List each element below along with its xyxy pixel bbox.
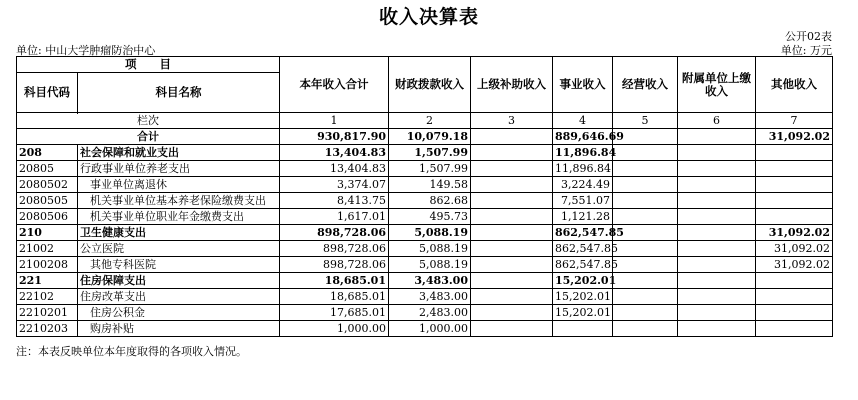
cell-business: 15,202.01 bbox=[553, 273, 613, 289]
subject-code: 208 bbox=[17, 145, 78, 161]
col-num: 4 bbox=[553, 113, 613, 129]
cell-business: 11,896.84 bbox=[553, 145, 613, 161]
cell-other: 31,092.02 bbox=[756, 225, 833, 241]
form-number: 公开02表 bbox=[785, 30, 832, 43]
subject-name: 社会保障和就业支出 bbox=[78, 145, 280, 161]
subject-name: 行政事业单位养老支出 bbox=[78, 161, 280, 177]
cell-business: 7,551.07 bbox=[553, 193, 613, 209]
cell-operating bbox=[613, 241, 678, 257]
cell-affiliated bbox=[678, 273, 756, 289]
sum-total: 930,817.90 bbox=[280, 129, 389, 145]
cell-fiscal: 5,088.19 bbox=[389, 225, 471, 241]
cell-fiscal: 2,483.00 bbox=[389, 305, 471, 321]
col-num: 6 bbox=[678, 113, 756, 129]
cell-superior bbox=[471, 193, 553, 209]
cell-superior bbox=[471, 257, 553, 273]
subject-name: 住房保障支出 bbox=[78, 273, 280, 289]
subject-code: 20805 bbox=[17, 161, 78, 177]
cell-affiliated bbox=[678, 145, 756, 161]
cell-other: 31,092.02 bbox=[756, 241, 833, 257]
cell-other bbox=[756, 273, 833, 289]
cell-total: 8,413.75 bbox=[280, 193, 389, 209]
cell-operating bbox=[613, 177, 678, 193]
cell-operating bbox=[613, 257, 678, 273]
cell-fiscal: 1,507.99 bbox=[389, 145, 471, 161]
cell-affiliated bbox=[678, 209, 756, 225]
table-row bbox=[17, 177, 833, 193]
sum-affiliated bbox=[678, 129, 756, 145]
subject-name: 事业单位离退休 bbox=[78, 177, 280, 193]
sum-label: 合计 bbox=[17, 129, 280, 145]
subject-name: 住房公积金 bbox=[78, 305, 280, 321]
subject-code: 2080506 bbox=[17, 209, 78, 225]
subject-code: 221 bbox=[17, 273, 78, 289]
cell-other bbox=[756, 289, 833, 305]
cell-total: 898,728.06 bbox=[280, 241, 389, 257]
table-row bbox=[17, 273, 833, 289]
cell-affiliated bbox=[678, 289, 756, 305]
header-other: 其他收入 bbox=[756, 57, 833, 113]
cell-total: 1,617.01 bbox=[280, 209, 389, 225]
table-row bbox=[17, 257, 833, 273]
header-item: 项 目 bbox=[17, 57, 280, 73]
cell-fiscal: 495.73 bbox=[389, 209, 471, 225]
subject-code: 2080502 bbox=[17, 177, 78, 193]
cell-business: 11,896.84 bbox=[553, 161, 613, 177]
header-business: 事业收入 bbox=[553, 57, 613, 113]
currency-unit-label: 单位: 万元 bbox=[780, 44, 832, 57]
col-num: 5 bbox=[613, 113, 678, 129]
table-row bbox=[17, 209, 833, 225]
cell-affiliated bbox=[678, 257, 756, 273]
cell-total: 18,685.01 bbox=[280, 273, 389, 289]
cell-superior bbox=[471, 161, 553, 177]
report-title: 收入决算表 bbox=[378, 6, 479, 28]
organization-label: 单位: 中山大学肿瘤防治中心 bbox=[16, 44, 156, 57]
cell-business bbox=[553, 321, 613, 337]
cell-fiscal: 3,483.00 bbox=[389, 289, 471, 305]
cell-total: 898,728.06 bbox=[280, 257, 389, 273]
cell-total: 1,000.00 bbox=[280, 321, 389, 337]
cell-fiscal: 5,088.19 bbox=[389, 241, 471, 257]
subject-name: 卫生健康支出 bbox=[78, 225, 280, 241]
col-num: 7 bbox=[756, 113, 833, 129]
header-operating: 经营收入 bbox=[613, 57, 678, 113]
subject-name: 机关事业单位职业年金缴费支出 bbox=[78, 209, 280, 225]
cell-operating bbox=[613, 305, 678, 321]
cell-other bbox=[756, 193, 833, 209]
cell-affiliated bbox=[678, 305, 756, 321]
subject-code: 2210201 bbox=[17, 305, 78, 321]
subject-code: 22102 bbox=[17, 289, 78, 305]
cell-operating bbox=[613, 161, 678, 177]
cell-superior bbox=[471, 289, 553, 305]
table-row bbox=[17, 145, 833, 161]
cell-fiscal: 149.58 bbox=[389, 177, 471, 193]
table-row bbox=[17, 305, 833, 321]
table-row bbox=[17, 241, 833, 257]
footnote: 注：本表反映单位本年度取得的各项收入情况。 bbox=[16, 345, 247, 358]
cell-affiliated bbox=[678, 177, 756, 193]
cell-business: 15,202.01 bbox=[553, 289, 613, 305]
header-code: 科目代码 bbox=[17, 73, 78, 113]
cell-other bbox=[756, 145, 833, 161]
col-num: 1 bbox=[280, 113, 389, 129]
table-row bbox=[17, 289, 833, 305]
cell-affiliated bbox=[678, 161, 756, 177]
cell-fiscal: 5,088.19 bbox=[389, 257, 471, 273]
sum-superior bbox=[471, 129, 553, 145]
header-superior: 上级补助收入 bbox=[471, 57, 553, 113]
cell-operating bbox=[613, 321, 678, 337]
table-row bbox=[17, 321, 833, 337]
cell-operating bbox=[613, 145, 678, 161]
lanci-label: 栏次 bbox=[17, 113, 280, 129]
table-row bbox=[17, 161, 833, 177]
cell-superior bbox=[471, 225, 553, 241]
cell-business: 3,224.49 bbox=[553, 177, 613, 193]
subject-name: 公立医院 bbox=[78, 241, 280, 257]
header-affiliated: 附属单位上缴收入 bbox=[678, 57, 756, 113]
cell-fiscal: 862.68 bbox=[389, 193, 471, 209]
header-fiscal: 财政拨款收入 bbox=[389, 57, 471, 113]
cell-total: 13,404.83 bbox=[280, 145, 389, 161]
cell-total: 898,728.06 bbox=[280, 225, 389, 241]
cell-total: 18,685.01 bbox=[280, 289, 389, 305]
table-row bbox=[17, 193, 833, 209]
cell-superior bbox=[471, 209, 553, 225]
cell-affiliated bbox=[678, 193, 756, 209]
cell-operating bbox=[613, 289, 678, 305]
cell-superior bbox=[471, 241, 553, 257]
subject-code: 2100208 bbox=[17, 257, 78, 273]
subject-code: 2080505 bbox=[17, 193, 78, 209]
subject-code: 210 bbox=[17, 225, 78, 241]
cell-operating bbox=[613, 209, 678, 225]
subject-name: 其他专科医院 bbox=[78, 257, 280, 273]
cell-fiscal: 3,483.00 bbox=[389, 273, 471, 289]
cell-other bbox=[756, 305, 833, 321]
col-num: 3 bbox=[471, 113, 553, 129]
sum-row bbox=[17, 129, 833, 145]
cell-operating bbox=[613, 273, 678, 289]
cell-other: 31,092.02 bbox=[756, 257, 833, 273]
cell-affiliated bbox=[678, 225, 756, 241]
cell-other bbox=[756, 177, 833, 193]
subject-code: 21002 bbox=[17, 241, 78, 257]
cell-business: 862,547.85 bbox=[553, 241, 613, 257]
cell-business: 862,547.85 bbox=[553, 257, 613, 273]
cell-total: 13,404.83 bbox=[280, 161, 389, 177]
sum-business: 889,646.69 bbox=[553, 129, 613, 145]
cell-business: 1,121.28 bbox=[553, 209, 613, 225]
income-table bbox=[16, 56, 833, 337]
subject-code: 2210203 bbox=[17, 321, 78, 337]
subject-name: 机关事业单位基本养老保险缴费支出 bbox=[78, 193, 280, 209]
cell-superior bbox=[471, 305, 553, 321]
cell-superior bbox=[471, 145, 553, 161]
header-total: 本年收入合计 bbox=[280, 57, 389, 113]
cell-fiscal: 1,507.99 bbox=[389, 161, 471, 177]
cell-operating bbox=[613, 193, 678, 209]
sum-fiscal: 10,079.18 bbox=[389, 129, 471, 145]
cell-fiscal: 1,000.00 bbox=[389, 321, 471, 337]
cell-business: 862,547.85 bbox=[553, 225, 613, 241]
subject-name: 住房改革支出 bbox=[78, 289, 280, 305]
cell-affiliated bbox=[678, 241, 756, 257]
cell-other bbox=[756, 209, 833, 225]
cell-other bbox=[756, 161, 833, 177]
cell-total: 3,374.07 bbox=[280, 177, 389, 193]
col-num: 2 bbox=[389, 113, 471, 129]
header-name: 科目名称 bbox=[78, 73, 280, 113]
cell-superior bbox=[471, 177, 553, 193]
cell-superior bbox=[471, 273, 553, 289]
cell-total: 17,685.01 bbox=[280, 305, 389, 321]
subject-name: 购房补贴 bbox=[78, 321, 280, 337]
cell-affiliated bbox=[678, 321, 756, 337]
cell-superior bbox=[471, 321, 553, 337]
table-row bbox=[17, 225, 833, 241]
sum-other: 31,092.02 bbox=[756, 129, 833, 145]
cell-other bbox=[756, 321, 833, 337]
cell-business: 15,202.01 bbox=[553, 305, 613, 321]
